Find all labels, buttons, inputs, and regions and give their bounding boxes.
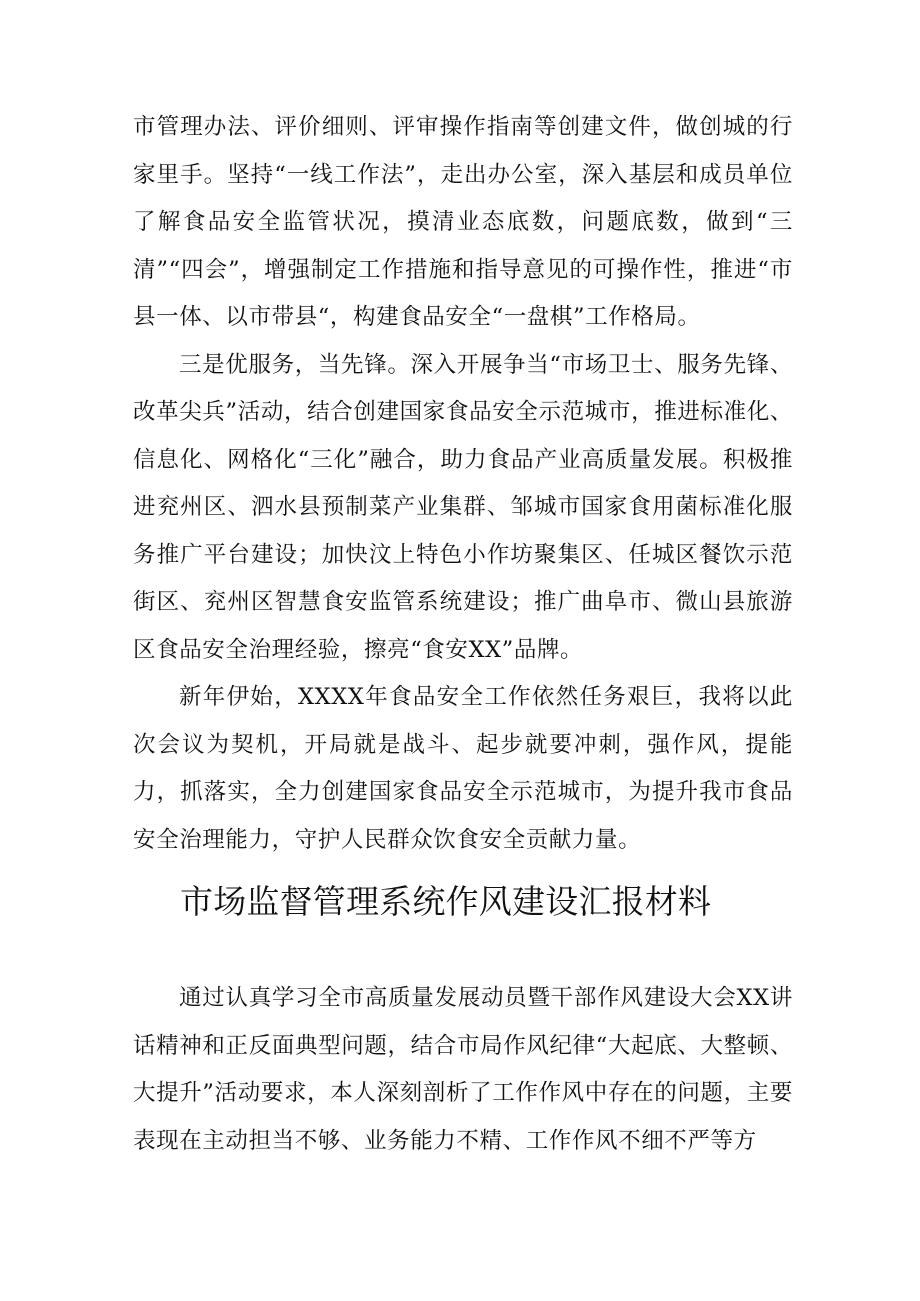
document-title: 市场监督管理系统作风建设汇报材料 [180,882,712,921]
paragraph-continuation: 市管理办法、评价细则、评审操作指南等创建文件，做创城的行家里手。坚持“一线工作法”，走出办公室，深入基层和成员单位了解食品安全监管状况，摸清业态底数，问题底数，做到“三清”“四会”，增强制定工作措施和指导意见的可操作性，推进“市县一体、以市带县“，构建食品安全“一盘棋”工作格局。 [133,114,793,330]
document-body-top [133,104,793,864]
paragraph-service-vanguard: 三是优服务，当先锋。深入开展争当“市场卫士、服务先锋、改革尖兵”活动，结合创建国家食品安全示范城市，推进标准化、信息化、网格化“三化”融合，助力食品产业高质量发展。积极推进兖州区、泗水县预制菜产业集群、邹城市国家食用菌标准化服务推广平台建设；加快汶上特色小作坊聚集区、任城区餐饮示范街区、兖州区智慧食安监管系统建设；推广曲阜市、微山县旅游区食品安全治理经验，擦亮“食安XX”品牌。 [133,351,793,663]
paragraph-new-year: 新年伊始，XXXX年食品安全工作依然任务艰巨，我将以此次会议为契机，开局就是战斗、起步就要冲刺，强作风，提能力，抓落实，全力创建国家食品安全示范城市，为提升我市食品安全治理能力，守护人民群众饮食安全贡献力量。 [133,684,793,853]
document-body-bottom [133,975,793,1165]
paragraph-study-report: 通过认真学习全市高质量发展动员暨干部作风建设大会XX讲话精神和正反面典型问题，结合市局作风纪律“大起底、大整顿、大提升”活动要求，本人深刻剖析了工作作风中存在的问题，主要表现在主动担当不够、业务能力不精、工作作风不细不严等方 [133,985,793,1154]
